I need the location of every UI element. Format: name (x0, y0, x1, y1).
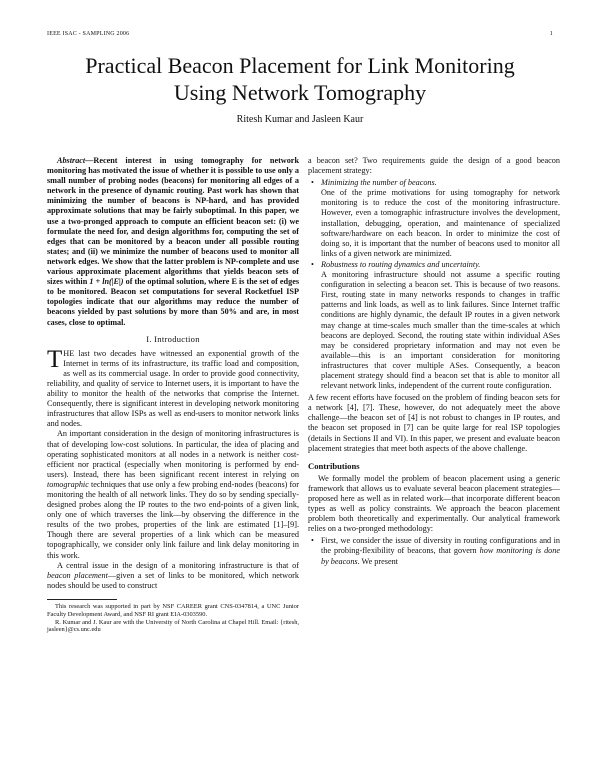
list-item (308, 178, 560, 259)
abstract (47, 156, 299, 328)
intro-p3-emphasis: beacon placement (47, 570, 108, 580)
requirements-list (308, 178, 560, 391)
first-bullet-emphasis: how monitoring is done by beacons (321, 546, 560, 566)
intro-paragraph-1 (47, 345, 299, 430)
drop-cap: T (47, 345, 63, 373)
footnote-affiliation: R. Kumar and J. Kaur are with the University of North Carolina at Chapel Hill. Email: {ritesh, jasleen}@cs.unc.edu (47, 618, 299, 634)
bullet-title-minimizing: Minimizing the number of beacons. (321, 178, 437, 188)
right-continuation: a beacon set? Two requirements guide the design of a good beacon placement strategy: (308, 156, 560, 176)
related-efforts-paragraph: A few recent efforts have focused on the problem of finding beacon sets for a network [4], [7]. These, however, do not adequately meet the above challenge—the beacon set of [4] is not robust to changes in IP routes, and the beacon set proposed in [7] can be quite large for real ISP topologies (details in Sections II and VI). In this paper, we present and evaluate beacon placement strategies that meet both aspects of the above challenge. (308, 393, 560, 453)
abstract-text-b: of the optimal solution, where E is the set of edges to be monitored. Beacon set computations for several Rocketfuel ISP topologies indicate that our algorithms may reduce the number of beacons yielded by past solutions by more than (47, 277, 300, 317)
title-line-1: Practical Beacon Placement for Link Monitoring (85, 53, 515, 78)
bullet-body-minimizing: One of the prime motivations for using tomography for network monitoring is to reduce the cost of the monitoring infrastructure. However, even a tomographic infrastructure involves the development, installation, debugging, operation, and maintenance of specialized software/hardware on each beacon. In order to minimize the cost of doing so, it is important that the number of beacons used to monitor all links of a given network are minimized. (321, 188, 560, 258)
left-column (47, 156, 299, 634)
paper-title (40, 52, 560, 106)
right-column (308, 156, 560, 569)
bullet-title-robustness: Robustness to routing dynamics and uncertainty. (321, 259, 481, 269)
intro-p2-emphasis: tomographic (47, 479, 89, 489)
methodology-list (308, 536, 560, 566)
abstract-label: Abstract— (57, 156, 94, 165)
list-item (308, 536, 560, 566)
first-bullet-text: First, we consider the issue of diversity in routing configurations and in the probing-flexibility of beacons, that govern (321, 536, 560, 556)
first-bullet-rest: . We present (357, 556, 398, 566)
author-list: Ritesh Kumar and Jasleen Kaur (236, 114, 364, 125)
intro-p2-rest: techniques that use only a few probing end-nodes (beacons) for monitoring the health of all network links. They do so by sending specially-designed probes along the IP routes to the two end-points of a given link, only one of which traverses the link—by observing the difference in the results of the two probes, properties of the link are estimated [1]–[9]. Though there are several properties of a link which can be measured topographically, we consider only link failure and link delay monitoring in this work. (47, 479, 299, 560)
footnote-funding: This research was supported in part by NSF CAREER grant CNS-0347814, a UNC Junior Faculty Development Award, and NSF RI grant EIA-0303590. (47, 602, 299, 618)
bullet-body-robustness: A monitoring infrastructure should not assume a specific routing configuration in selecting a beacon set. This is because of two reasons. First, routing state in many networks responds to changes in traffic patterns and link loads, as well as to link failures. Since Internet traffic conditions are highly dynamic, the default IP routes in a given network may change at time-scales much smaller than the time-scales at which beacons are deployed. Second, the routing state within individual ASes may be considered proprietary information and may not even be available—this is an important consideration for monitoring infrastructures that cover multiple ASes. Consequently, a beacon placement strategy should find a beacon set that is able to monitor all relevant network links, independent of the current route configuration. (321, 270, 560, 391)
intro-paragraph-2 (47, 429, 299, 560)
conference-name: IEEE ISAC - SAMPLING 2006 (47, 31, 130, 37)
footnote-rule (47, 599, 117, 600)
intro-paragraph-3 (47, 561, 299, 591)
running-header (47, 31, 553, 41)
page-number: 1 (549, 31, 553, 37)
intro-p1-text: HE last two decades have witnessed an exponential growth of the Internet in terms of its infrastructure, its traffic load and composition, as well as its commercial usage. In order to provide good connectivity, reliability, and quality of service to Internet users, it is important to have the ability to monitor the health of the networks that comprise the Internet. Consequently, there is significant interest in developing network monitoring infrastructures that allow ISPs as well as end-users to monitor network links and nodes. (47, 348, 299, 429)
intro-p3-rest: —given a set of links to be monitored, which network nodes should be used to construct (47, 570, 299, 590)
list-item (308, 260, 560, 391)
intro-p3-text: A central issue in the design of a monitoring infrastructure is that of (57, 560, 299, 570)
title-line-2: Using Network Tomography (173, 80, 427, 105)
intro-p2-text: An important consideration in the design of monitoring infrastructures is that of developing low-cost solutions. In particular, the idea of placing and operating sophisticated monitors at all nodes in a network is neither cost-efficient nor practical (especially when monitoring is performed by end-users). Instead, there has been significant recent interest in relying on (47, 429, 299, 479)
section-heading-introduction: I. Introduction (146, 333, 200, 344)
abstract-math-percent: 50% (220, 307, 237, 317)
abstract-math-bound: 1 + ln(|E|) (89, 277, 124, 287)
abstract-text-c: and are, in most cases, close to optimal. (47, 307, 299, 327)
contributions-heading: Contributions (308, 460, 360, 471)
abstract-text-a: Recent interest in using tomography for network monitoring has motivated the issue of whether it is possible to use only a small number of probing nodes (beacons) for monitoring all edges of a network in the presence of dynamic routing. Past work has shown that minimizing the number of beacons is NP-hard, and has provided approximate solutions that may be fairly suboptimal. In this paper, we use a two-pronged approach to compute an efficient beacon set: (i) we formulate the need for, and design algorithms for, computing the set of edges that can be monitored by a beacon under all possible routing states; and (ii) we minimize the number of beacons used to monitor all network edges. We show that the latter problem is NP-complete and use various approximate placement algorithms that yields beacon sets of sizes within (47, 156, 299, 287)
contributions-paragraph: We formally model the problem of beacon placement using a generic framework that allows us to evaluate several beacon placement strategies—proposed here as well as in related work—that incorporate different beacon types as well as policy constraints. We approach the beacon placement problem both theoretically and experimentally. Our analytical framework relies on a two-pronged methodology: (308, 473, 560, 534)
